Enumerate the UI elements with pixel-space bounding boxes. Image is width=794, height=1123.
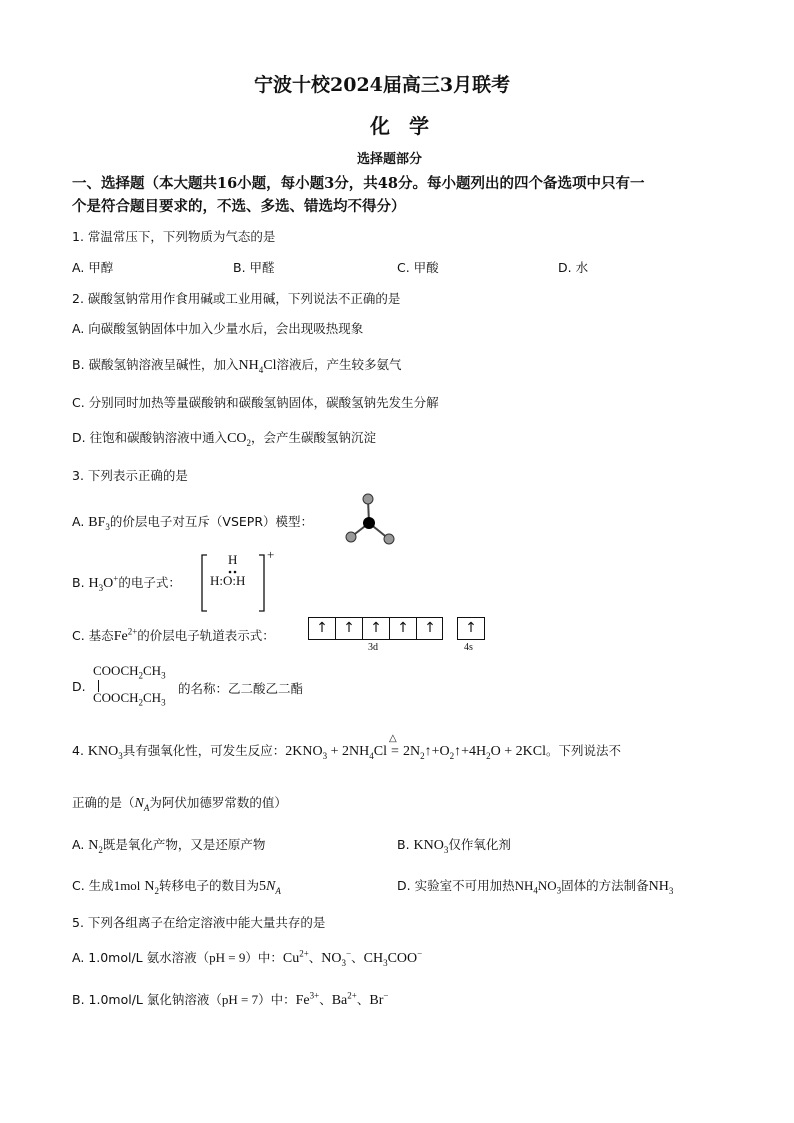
- bf3-vsepr-model: [340, 490, 402, 550]
- exam-title: 宁波十校2024届高三3月联考: [254, 74, 511, 96]
- q2-option-b: [72, 355, 402, 375]
- heat-symbol: △: [388, 733, 397, 744]
- q2-b-post: 溶液后，产生较多氨气: [276, 357, 402, 372]
- q3-option-c: C. 基态$Fe^{2+}$的价层电子轨道表示式：: [72, 626, 275, 644]
- q4-option-b: B. $KNO_3$仅作氧化剂: [397, 837, 511, 855]
- orbital-3d-1: ↑: [309, 618, 336, 639]
- q2-option-d: D. 往饱和碳酸钠溶液中通入$CO_2$，会产生碳酸氢钠沉淀: [72, 430, 377, 448]
- gas-arrow-1: ↑: [424, 744, 432, 759]
- section-heading-line2: 个是符合题目要求的，不选、多选、错选均不得分）: [72, 198, 406, 215]
- q3-option-d-label: D.: [72, 679, 86, 694]
- h3o-electron-formula: [200, 547, 276, 613]
- fe-orbital-diagram: [308, 617, 488, 657]
- q1-option-d: D. 水: [558, 260, 589, 275]
- q5-stem: 5. 下列各组离子在给定溶液中能大量共存的是: [72, 915, 326, 930]
- orbital-3d-2: ↑: [336, 618, 363, 639]
- q5-option-a: A. 1.0mol/L 氨水溶液（pH = 9）中：$Cu^{2+}$、$NO_3^-$、$CH_3COO^-$: [72, 948, 423, 968]
- q1-option-b: B. 甲醛: [233, 260, 275, 275]
- q3-option-d-text: 的名称：乙二酸乙二酯: [178, 681, 304, 696]
- q3-c-formula: $Fe^{2+}$: [113, 626, 138, 644]
- q1-stem: 1. 常温常压下，下列物质为气态的是: [72, 229, 276, 244]
- q1-option-c: C. 甲酸: [397, 260, 439, 275]
- q3-b-formula: $H_3O^+$: [88, 573, 119, 593]
- q2-b-formula: $NH_4Cl$: [238, 358, 277, 375]
- q4-option-d: D. 实验室不可用加热$NH_4NO_3$固体的方法制备$NH_3$: [397, 878, 674, 896]
- section-heading-line1: 一、选择题（本大题共16小题，每小题3分，共48分。每小题列出的四个备选项中只有一: [72, 175, 645, 192]
- h3o-top-h: H: [228, 552, 238, 567]
- part-heading: 选择题部分: [357, 152, 423, 167]
- q4-stem: 4. $KNO_3$具有强氧化性，可发生反应：$2KNO_3 + 2NH_4Cl$ △ = $2N_2↑+O_2↑+4H_2O + 2KCl$。下列说法不: [72, 733, 621, 761]
- q2-option-c: C. 分别同时加热等量碳酸钠和碳酸氢钠固体，碳酸氢钠先发生分解: [72, 395, 439, 410]
- q1-option-a: A. 甲醇: [72, 260, 114, 275]
- orbital-box-3d: [308, 617, 443, 640]
- q2-stem: 2. 碳酸氢钠常用作食用碱或工业用碱，下列说法不正确的是: [72, 291, 401, 306]
- q3-stem: 3. 下列表示正确的是: [72, 468, 188, 483]
- q4-option-a: A. $N_2$既是氧化产物，又是还原产物: [72, 837, 266, 855]
- label-4s: 4s: [464, 642, 473, 653]
- orbital-4s-1: ↑: [465, 620, 477, 636]
- orbital-3d-4: ↑: [390, 618, 417, 639]
- diester-bottom: $COOCH_2CH_3$: [93, 690, 166, 708]
- q3-option-b: B. $H_3O^+$的电子式：: [72, 573, 181, 593]
- q4-option-c: C. 生成1mol $N_2$转移电子的数目为$5N_A$: [72, 878, 281, 896]
- diester-top: $COOCH_2CH_3$: [93, 663, 166, 681]
- q3-option-a: A. $BF_3$的价层电子对互斥（VSEPR）模型：: [72, 514, 314, 532]
- q5-option-b: B. 1.0mol/L 氯化钠溶液（pH = 7）中：$Fe^{3+}$、$Ba^{2+}$、Br−: [72, 990, 389, 1008]
- q4-na: $N_A$: [134, 796, 150, 813]
- h3o-charge: +: [267, 547, 275, 562]
- q3-a-formula: $BF_3$: [88, 515, 110, 532]
- gas-arrow-2: ↑: [454, 744, 462, 759]
- q2-d-formula: $CO_2$: [227, 431, 252, 448]
- subject-title: 化 学: [370, 114, 435, 138]
- label-3d: 3d: [368, 642, 378, 653]
- q2-option-a: A. 向碳酸氢钠固体中加入少量水后，会出现吸热现象: [72, 321, 364, 336]
- orbital-box-4s: [457, 617, 485, 640]
- orbital-3d-3: ↑: [363, 618, 390, 639]
- q2-b-pre: B. 碳酸氢钠溶液呈碱性，加入: [72, 357, 239, 372]
- heat-equals-sign: △ =: [388, 733, 399, 759]
- h3o-middle-row: H:O:H: [210, 573, 246, 588]
- orbital-3d-5: ↑: [424, 620, 436, 636]
- q4-stem-line2: 正确的是（$N_A$为阿伏加德罗常数的值）: [72, 795, 287, 813]
- q4-kno3: $KNO_3$: [87, 744, 123, 761]
- q4-equation: $2KNO_3 + 2NH_4Cl$ △ = $2N_2↑+O_2↑+4H_2O + 2KCl$: [285, 733, 546, 761]
